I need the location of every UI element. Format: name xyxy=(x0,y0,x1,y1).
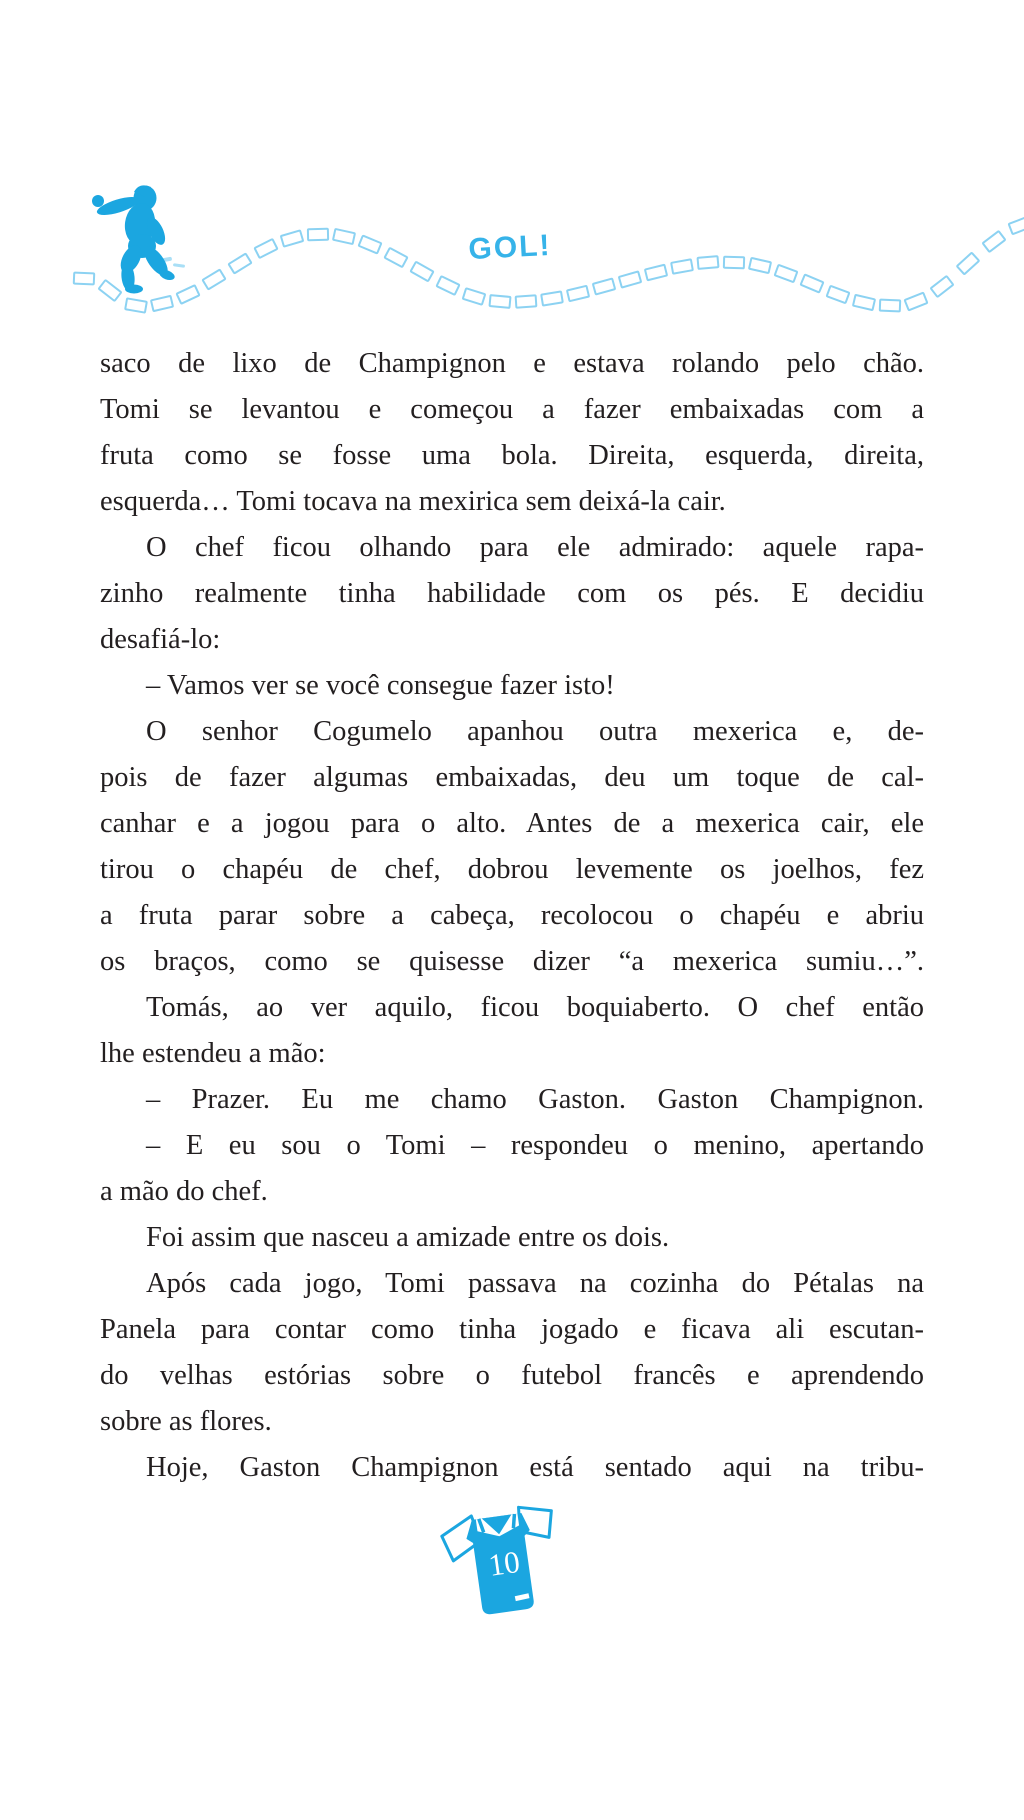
page-text xyxy=(100,341,924,1491)
chapter-title: GOL! xyxy=(467,228,553,267)
paragraph xyxy=(100,985,924,1077)
text-line: Panela para contar como tinha jogado e ficava ali escutan- xyxy=(100,1314,924,1345)
trail-dash xyxy=(799,274,824,294)
trail-dash xyxy=(124,297,148,314)
trail-dash xyxy=(644,263,668,281)
trail-dash xyxy=(383,247,409,269)
jersey-page-number-icon xyxy=(438,1492,568,1632)
paragraph xyxy=(100,525,924,663)
text-line: a fruta parar sobre a cabeça, recolocou o chapéu e abriu xyxy=(100,900,924,931)
text-line: lhe estendeu a mão: xyxy=(100,1038,326,1069)
text-line: desafiá-lo: xyxy=(100,624,221,655)
page-number: 10 xyxy=(486,1543,522,1583)
trail-dash xyxy=(748,257,772,275)
trail-dash xyxy=(488,294,511,309)
paragraph xyxy=(100,1123,924,1215)
paragraph xyxy=(100,663,924,709)
text-line: O senhor Cogumelo apanhou outra mexerica e, de- xyxy=(146,716,924,747)
trail-dash xyxy=(357,235,382,255)
paragraph xyxy=(100,341,924,525)
text-line: O chef ficou olhando para ele admirado: aquele rapa- xyxy=(146,532,924,563)
text-line: Tomás, ao ver aquilo, ficou boquiaberto. O chef então xyxy=(146,992,924,1023)
trail-dash xyxy=(903,292,928,312)
text-line: zinho realmente tinha habilidade com os pés. E decidiu xyxy=(100,578,924,609)
trail-dash xyxy=(955,251,980,275)
trail-dash xyxy=(981,229,1006,253)
text-line: fruta como se fosse uma bola. Direita, esquerda, direita, xyxy=(100,440,924,471)
text-line: saco de lixo de Champignon e estava rolando pelo chão. xyxy=(100,348,924,379)
trail-dash xyxy=(879,299,902,313)
text-line: – Prazer. Eu me chamo Gaston. Gaston Champignon. xyxy=(146,1084,924,1115)
trail-dash xyxy=(929,274,954,298)
text-line: Foi assim que nasceu a amizade entre os dois. xyxy=(146,1222,670,1253)
paragraph xyxy=(100,1215,924,1261)
text-line: Hoje, Gaston Champignon está sentado aqui na tribu- xyxy=(146,1452,924,1483)
trail-dash xyxy=(825,284,850,304)
trail-dash xyxy=(462,287,487,306)
text-line: os braços, como se quisesse dizer “a mexerica sumiu…”. xyxy=(100,946,924,977)
trail-dash xyxy=(1007,216,1024,236)
trail-dash xyxy=(723,255,745,269)
trail-dash xyxy=(618,270,643,288)
trail-dash xyxy=(253,238,279,260)
paragraph xyxy=(100,1077,924,1123)
soccer-player-icon xyxy=(90,184,190,294)
trail-dash xyxy=(592,277,617,295)
trail-dash xyxy=(515,294,538,308)
trail-dash xyxy=(773,263,798,283)
paragraph xyxy=(100,1445,924,1491)
text-line: Após cada jogo, Tomi passava na cozinha do Pétalas na xyxy=(146,1268,924,1299)
trail-dash xyxy=(307,227,329,240)
text-line: canhar e a jogou para o alto. Antes de a mexerica cair, ele xyxy=(100,808,924,839)
trail-dash xyxy=(852,293,876,311)
text-line: Tomi se levantou e começou a fazer embaixadas com a xyxy=(100,394,924,425)
text-line: sobre as flores. xyxy=(100,1406,272,1437)
trail-dash xyxy=(227,252,253,275)
text-line: do velhas estórias sobre o futebol francês e aprendendo xyxy=(100,1360,924,1391)
text-line: – Vamos ver se você consegue fazer isto! xyxy=(146,670,615,701)
trail-dash xyxy=(150,295,174,313)
text-line: esquerda… Tomi tocava na mexirica sem deixá-la cair. xyxy=(100,486,726,517)
trail-dash xyxy=(540,290,564,306)
trail-dash xyxy=(566,284,590,302)
trail-dash xyxy=(332,228,356,245)
paragraph xyxy=(100,1261,924,1445)
text-line: a mão do chef. xyxy=(100,1176,268,1207)
text-line: pois de fazer algumas embaixadas, deu um toque de cal- xyxy=(100,762,924,793)
trail-dash xyxy=(201,269,227,291)
text-line: – E eu sou o Tomi – respondeu o menino, apertando xyxy=(146,1130,924,1161)
trail-dash xyxy=(670,258,694,275)
page-footer xyxy=(438,1492,568,1632)
trail-dash xyxy=(409,261,435,283)
chapter-header xyxy=(0,0,1024,340)
paragraph xyxy=(100,709,924,985)
trail-dash xyxy=(435,275,460,296)
trail-dash xyxy=(696,256,719,271)
text-line: tirou o chapéu de chef, dobrou levemente os joelhos, fez xyxy=(100,854,924,885)
trail-dash xyxy=(280,229,305,248)
